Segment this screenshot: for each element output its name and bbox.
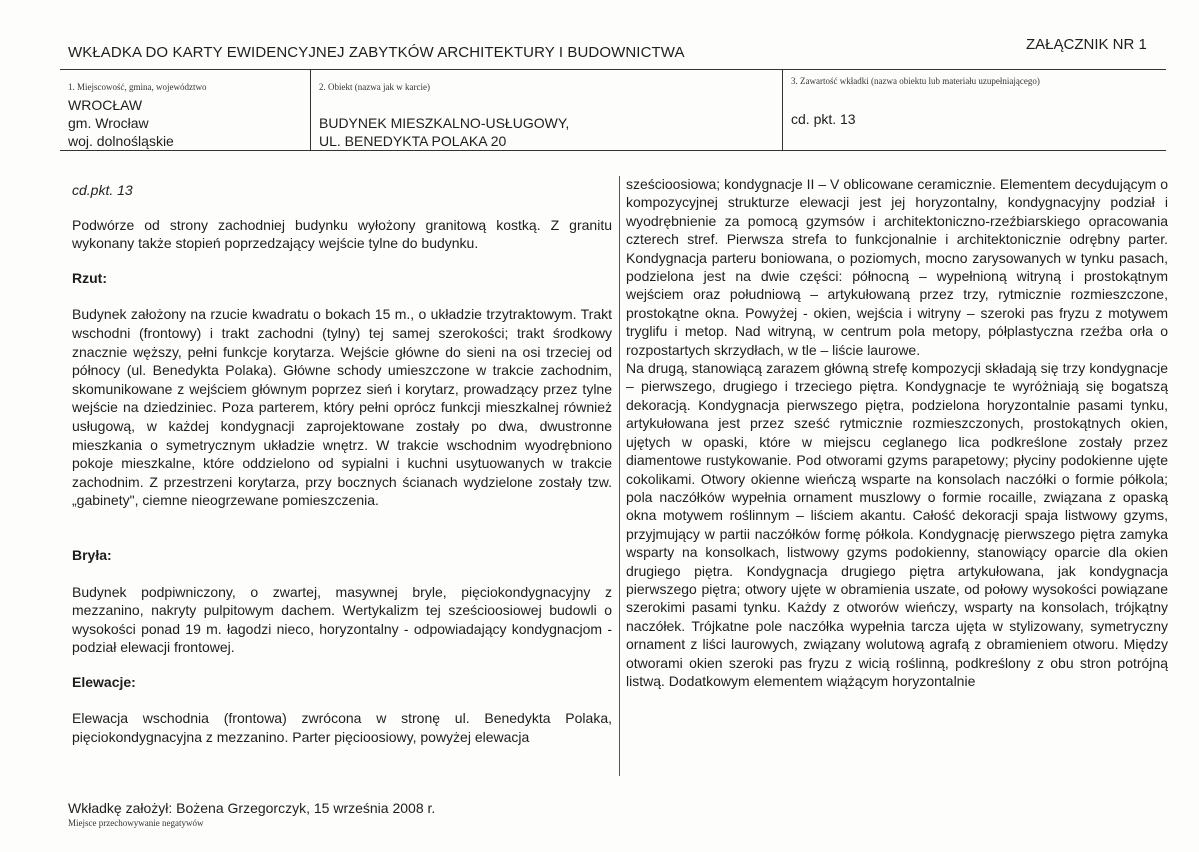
city-text: WROCŁAW [68,97,143,113]
negatives-location-label: Miejsce przechowywanie negatywów [68,818,204,828]
location-value [68,96,174,150]
continuation-note: cd.pkt. 13 [72,182,133,198]
column-divider [619,176,620,776]
author-line: Wkładkę założył: Bożena Grzegorczyk, 15 września 2008 r. [68,800,436,816]
municipality-text: gm. Wrocław [68,115,149,131]
object-value [319,114,569,150]
mass-paragraph: Budynek podpiwniczony, o zwartej, masywnej bryle, pięciokondygnacyjny z mezzanino, nakryty pulpitowym dachem. Wertykalizm tej sześcioosiowej budowli o wysokości ponad 19 m. łagodzi nieco, horyzontalny - odpowiadający kondygnacjom - podział elewacji frontowej. [72,583,612,656]
right-column [626,175,1168,690]
left-column [72,181,612,747]
contents-label: 3. Zawartość wkładki (nazwa obiektu lub materiału uzupełniającego) [791,76,1040,86]
object-name-text: BUDYNEK MIESZKALNO-USŁUGOWY, [319,115,570,131]
plan-heading: Rzut: [72,269,107,286]
contents-value: cd. pkt. 13 [791,111,856,127]
mass-heading: Bryła: [72,546,112,563]
voivodeship-text: woj. dolnośląskie [68,133,174,149]
elevation-heading: Elewacje: [72,673,136,690]
location-cell [60,70,309,150]
elevation-continued-paragraph: sześcioosiowa; kondygnacje II – V oblicowane ceramicznie. Elementem decydującym o kompozycyjnej strukturze elewacji jest jej horyzontalny, kondygnacyjny podział i wyodrębnienie za pomocą gzymsów i architektoniczno-rzeźbiarskiego opracowania czterech stref. Pierwsza strefa to funkcjonalnie i architektonicznie odrębny parter. Kondygnacja parteru boniowana, o poziomych, mocno zarysowanych w tynku pasach, podzielona jest na dwie części: północną – wypełnioną witryną i prostokątnym wejściem oraz południową – artykułowaną przez trzy, rytmicznie rozmieszczone, prostokątne okna. Powyżej - okien, wejścia i witryny – szeroki pas fryzu z motywem tryglifu i metop. Nad witryną, w centrum pola metopy, półplastyczna rzeźba orła o rozpostartych skrzydłach, w tle – liście laurowe. [626,176,1168,358]
courtyard-paragraph: Podwórze od strony zachodniej budynku wyłożony granitową kostką. Z granitu wykonany także stopień poprzedzający wejście tylne do budynku. [72,216,612,252]
annex-number: ZAŁĄCZNIK NR 1 [1026,36,1147,53]
contents-cell [782,70,1167,150]
main-zone-paragraph: Na drugą, stanowiącą zarazem główną strefę kompozycji składają się trzy kondygnacje – pierwszego, drugiego i trzeciego piętra. Kondygnacje te wyróżniają się bogatszą dekoracją. Kondygnacja pierwszego piętra, podzielona horyzontalnie pasami tynku, artykułowana jest przez sześć rytmicznie rozmieszczonych, prostokątnych okien, ujętych w opaski, które w miejscu ceglanego lica podkreślone zostały przez diamentowe rustykowanie. Pod otworami gzyms parapetowy; płyciny podokienne ujęte cokolikami. Otwory okienne wieńczą wsparte na konsolach naczółki o formie półkola; pola naczółków wypełnia ornament muszlowy o formie rocaille, związana z opaską okna motywem roślinnym – liściem akantu. Całość dekoracji spaja listwowy gzyms, przyjmujący w partii naczółków formę półkola. Kondygnację pierwszego piętra zamyka wsparty na konsolkach, listwowy gzyms podokienny, stanowiący oparcie dla okien drugiego piętra. Kondygnacja drugiego piętra artykułowana, jak kondygnacja pierwszego piętra; otwory ujęte w obramienia uszate, od połowy wysokości powiązane szerokimi pasami tynku. Każdy z otworów wieńczy, wsparty na konsolach, trójkątny naczółek. Trójkatne pole naczółka wypełnia tarcza ujęta w stylizowany, symetryczny ornament z liści laurowych, związany wolutową agrafą z obramieniem otworu. Między otworami okien szeroki pas fryzu z wicią roślinną, podkreślony z obu stron potrójną listwą. Dodatkowym elementem wiążącym horyzontalnie [626,360,1168,689]
header-table [60,69,1166,151]
elevation-paragraph: Elewacja wschodnia (frontowa) zwrócona w stronę ul. Benedykta Polaka, pięciokondygnacyjna z mezzanino. Parter pięcioosiowy, powyżej elewacja [72,710,612,746]
object-address-text: UL. BENEDYKTA POLAKA 20 [319,133,507,149]
object-label: 2. Obiekt (nazwa jak w karcie) [319,82,430,92]
object-cell [310,70,770,150]
location-label: 1. Miejscowość, gmina, województwo [68,82,207,92]
plan-paragraph: Budynek założony na rzucie kwadratu o bokach 15 m., o układzie trzytraktowym. Trakt wschodni (frontowy) i trakt zachodni (tylny) tej samej szerokości; trakt środkowy znacznie węższy, pełni funkcje korytarza. Wejście główne do sieni na osi trzeciej od północy (ul. Benedykta Polaka). Główne schody umieszczone w trakcie zachodnim, skomunikowane z wejściem głównym poprzez sień i korytarz, prowadzący przez tylne wejście na dziedziniec. Poza parterem, który pełni oprócz funkcji mieszkalnej również usługową, w każdej kondygnacji zaprojektowane zostały po dwa, dwustronne mieszkania o symetrycznym układzie wnętrz. W trakcie wschodnim wyodrębniono pokoje mieszkalne, które oddzielono od sypialni i kuchni usytuowanych w trakcie zachodnim. Z przestrzeni korytarza, przy bocznych ścianach wydzielone zostały tzw. „gabinety", ciemne nieogrzewane pomieszczenia. [72,306,612,509]
page-title: WKŁADKA DO KARTY EWIDENCYJNEJ ZABYTKÓW ARCHITEKTURY I BUDOWNICTWA [68,44,685,61]
